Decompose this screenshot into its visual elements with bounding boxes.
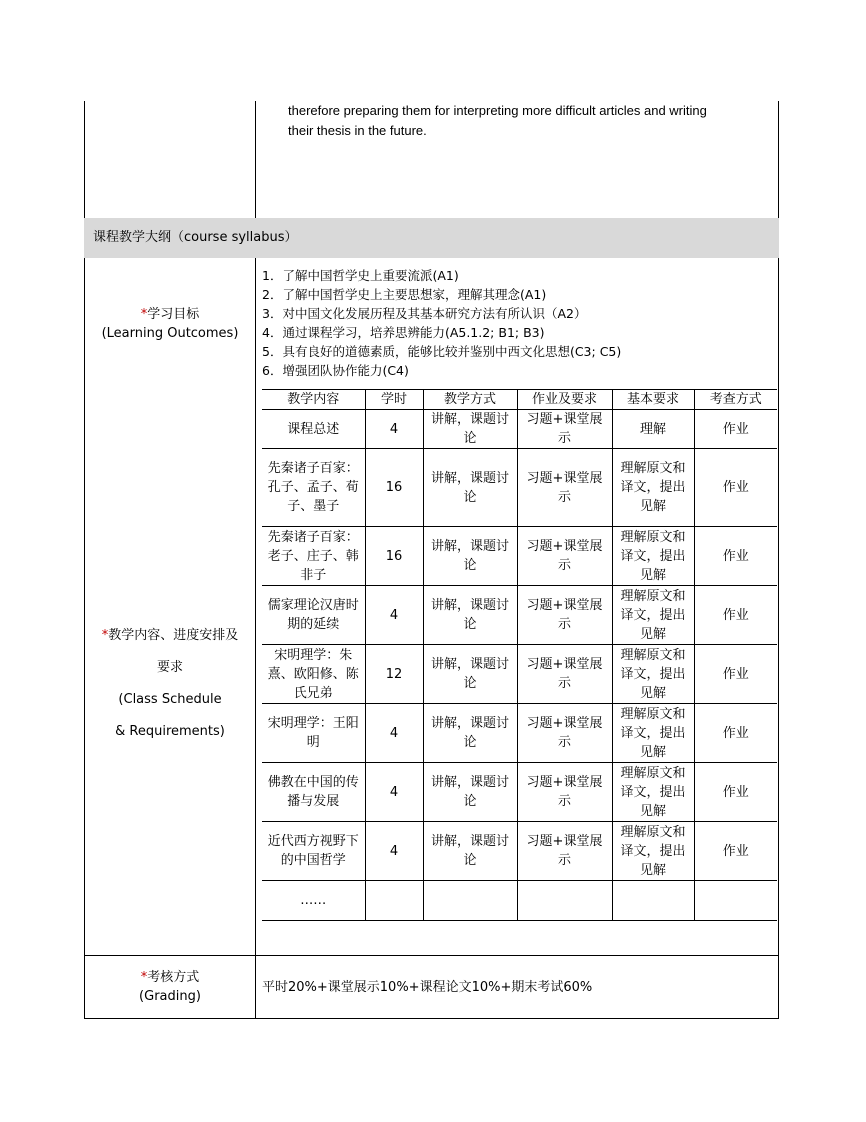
- header-cell: 考查方式: [694, 390, 777, 410]
- cell-assessment: 作业: [694, 527, 777, 586]
- outcome-item: 1．了解中国哲学史上重要流派(A1): [262, 268, 459, 283]
- learning-outcomes-label-cn: 学习目标: [147, 307, 200, 322]
- outcome-item: 5．具有良好的道德素质，能够比较并鉴别中西文化思想(C3; C5): [262, 344, 622, 359]
- cell-method: 讲解，课题讨论: [423, 704, 517, 763]
- cell-content: 宋明理学：王阳明: [262, 704, 365, 763]
- cell-assessment: 作业: [694, 645, 777, 704]
- cell-assessment: 作业: [694, 822, 777, 881]
- outcome-item: 3．对中国文化发展历程及其基本研究方法有所认识（A2）: [262, 306, 587, 321]
- grading-label-en: (Grading): [139, 989, 201, 1004]
- cell-content: ……: [262, 881, 365, 921]
- cell-method: [423, 881, 517, 921]
- section-header-title: 课程教学大纲（course syllabus）: [93, 230, 298, 245]
- table-row: [262, 586, 777, 645]
- cell-basic: [612, 881, 694, 921]
- section-header-band: [84, 218, 779, 258]
- cell-content: 佛教在中国的传播与发展: [262, 763, 365, 822]
- cell-method: 讲解，课题讨论: [423, 645, 517, 704]
- grading-value: 平时20%+课堂展示10%+课程论文10%+期末考试60%: [262, 980, 593, 995]
- cell-method: 讲解，课题讨论: [423, 586, 517, 645]
- cell-basic: 理解原文和译文，提出见解: [612, 645, 694, 704]
- table-row: [262, 645, 777, 704]
- cell-basic: 理解原文和译文，提出见解: [612, 822, 694, 881]
- cell-assessment: 作业: [694, 586, 777, 645]
- cell-method: 讲解，课题讨论: [423, 449, 517, 527]
- cell-content: 近代西方视野下的中国哲学: [262, 822, 365, 881]
- schedule-label-en-1: (Class Schedule: [118, 692, 222, 707]
- cell-hours: 12: [365, 645, 423, 704]
- cell-homework: 习题+课堂展示: [517, 704, 612, 763]
- cell-content: 先秦诸子百家：老子、庄子、韩非子: [262, 527, 365, 586]
- schedule-header-row: [262, 390, 777, 410]
- cell-homework: 习题+课堂展示: [517, 410, 612, 449]
- learning-outcomes-label: [85, 305, 255, 343]
- row-divider-grading: [84, 955, 779, 956]
- schedule-label-en-2: & Requirements): [115, 724, 225, 739]
- continuation-line: therefore preparing them for interpreting more difficult articles and writing: [288, 103, 707, 118]
- table-row: [262, 527, 777, 586]
- learning-outcomes-list: [262, 266, 772, 380]
- header-cell: 学时: [365, 390, 423, 410]
- cell-assessment: 作业: [694, 410, 777, 449]
- column-divider-top: [255, 101, 256, 218]
- cell-basic: 理解原文和译文，提出见解: [612, 763, 694, 822]
- cell-assessment: 作业: [694, 704, 777, 763]
- cell-hours: [365, 881, 423, 921]
- header-cell: 作业及要求: [517, 390, 612, 410]
- cell-method: 讲解，课题讨论: [423, 527, 517, 586]
- cell-basic: 理解原文和译文，提出见解: [612, 449, 694, 527]
- outcome-item: 2．了解中国哲学史上主要思想家，理解其理念(A1): [262, 287, 547, 302]
- cell-hours: 4: [365, 822, 423, 881]
- table-row: [262, 704, 777, 763]
- cell-content: 儒家理论汉唐时期的延续: [262, 586, 365, 645]
- outcome-item: 4．通过课程学习，培养思辨能力(A5.1.2; B1; B3): [262, 325, 545, 340]
- cell-basic: 理解原文和译文，提出见解: [612, 527, 694, 586]
- schedule-label-cn-1: 教学内容、进度安排及: [108, 628, 239, 643]
- schedule-table: [262, 389, 777, 921]
- cell-basic: 理解原文和译文，提出见解: [612, 704, 694, 763]
- cell-homework: 习题+课堂展示: [517, 645, 612, 704]
- learning-outcomes-label-en: (Learning Outcomes): [101, 326, 239, 341]
- cell-homework: 习题+课堂展示: [517, 586, 612, 645]
- table-row: [262, 881, 777, 921]
- cell-hours: 4: [365, 586, 423, 645]
- cell-method: 讲解，课题讨论: [423, 410, 517, 449]
- cell-content: 先秦诸子百家：孔子、孟子、荀子、墨子: [262, 449, 365, 527]
- cell-homework: 习题+课堂展示: [517, 527, 612, 586]
- cell-basic: 理解原文和译文，提出见解: [612, 586, 694, 645]
- outcome-item: 6．增强团队协作能力(C4): [262, 363, 409, 378]
- required-mark: *: [101, 628, 109, 643]
- schedule-label: [85, 620, 255, 748]
- table-row: [262, 822, 777, 881]
- cell-homework: 习题+课堂展示: [517, 763, 612, 822]
- table-row: [262, 449, 777, 527]
- schedule-label-cn-2: 要求: [156, 660, 183, 675]
- cell-content: 宋明理学：朱熹、欧阳修、陈氏兄弟: [262, 645, 365, 704]
- continuation-paragraph: [288, 101, 758, 141]
- cell-hours: 4: [365, 704, 423, 763]
- cell-hours: 16: [365, 527, 423, 586]
- cell-homework: [517, 881, 612, 921]
- cell-homework: 习题+课堂展示: [517, 449, 612, 527]
- cell-assessment: 作业: [694, 763, 777, 822]
- cell-hours: 4: [365, 763, 423, 822]
- grading-label: [85, 968, 255, 1006]
- required-mark: *: [140, 307, 148, 322]
- cell-basic: 理解: [612, 410, 694, 449]
- table-row: [262, 410, 777, 449]
- cell-hours: 16: [365, 449, 423, 527]
- header-cell: 教学内容: [262, 390, 365, 410]
- cell-method: 讲解，课题讨论: [423, 822, 517, 881]
- cell-content: 课程总述: [262, 410, 365, 449]
- cell-hours: 4: [365, 410, 423, 449]
- table-row: [262, 763, 777, 822]
- column-divider-body: [255, 258, 256, 1019]
- header-cell: 基本要求: [612, 390, 694, 410]
- table-bottom-border: [84, 1018, 779, 1019]
- cell-assessment: [694, 881, 777, 921]
- continuation-line: their thesis in the future.: [288, 123, 427, 138]
- required-mark: *: [140, 970, 148, 985]
- cell-assessment: 作业: [694, 449, 777, 527]
- cell-method: 讲解，课题讨论: [423, 763, 517, 822]
- header-cell: 教学方式: [423, 390, 517, 410]
- grading-label-cn: 考核方式: [147, 970, 200, 985]
- cell-homework: 习题+课堂展示: [517, 822, 612, 881]
